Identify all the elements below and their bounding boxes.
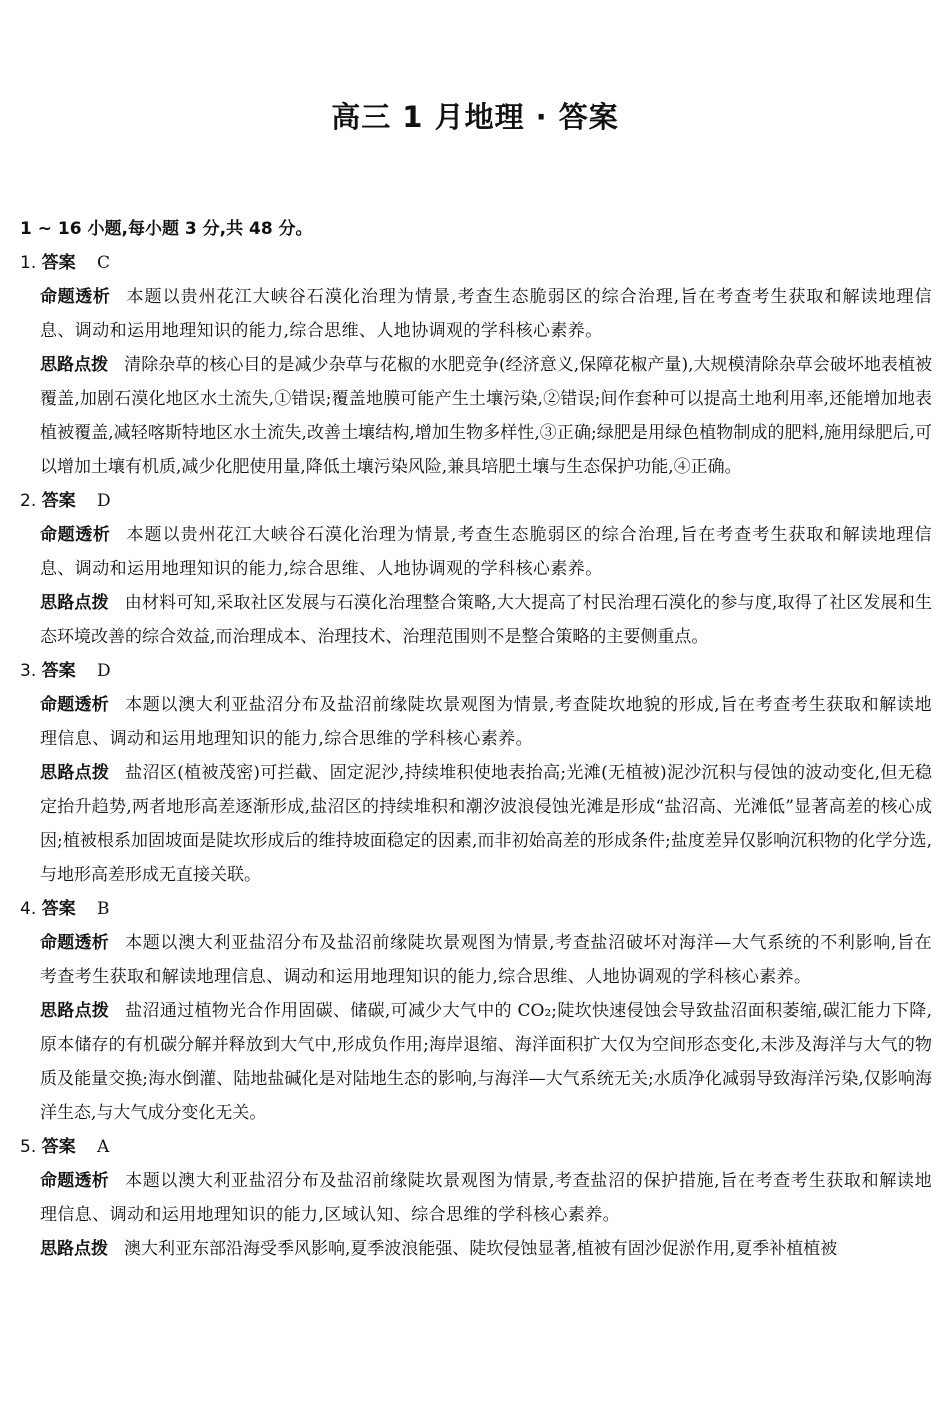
analysis-label: 命题透析 — [40, 695, 110, 715]
analysis-paragraph — [40, 518, 932, 586]
section-intro: 1 ~ 16 小题,每小题 3 分,共 48 分。 — [20, 219, 313, 239]
analysis-paragraph — [40, 280, 932, 348]
analysis-label: 命题透析 — [40, 525, 111, 545]
answer-label: 答案 — [41, 899, 76, 919]
question-3 — [20, 654, 932, 892]
explanation-text: 澳大利亚东部沿海受季风影响,夏季波浪能强、陡坎侵蚀显著,植被有固沙促淤作用,夏季补植植被 — [124, 1239, 838, 1259]
question-header — [20, 1130, 932, 1164]
explanation-text: 清除杂草的核心目的是减少杂草与花椒的水肥竞争(经济意义,保障花椒产量),大规模清除杂草会破坏地表植被覆盖,加剧石漠化地区水土流失,①错误;覆盖地膜可能产生土壤污染,②错误;间作套种可以提高土地利用率,还能增加地表植被覆盖,减轻喀斯特地区水土流失,改善土壤结构,增加生物多样性,③正确;绿肥是用绿色植物制成的肥料,施用绿肥后,可以增加土壤有机质,减少化肥使用量,降低土壤污染风险,兼具培肥土壤与生态保护功能,④正确。 — [40, 355, 933, 477]
explanation-label: 思路点拨 — [40, 1239, 108, 1259]
answer-value: A — [97, 1137, 110, 1157]
question-1 — [20, 246, 932, 484]
explanation-label: 思路点拨 — [40, 1001, 110, 1021]
analysis-paragraph — [40, 926, 932, 994]
explanation-text: 盐沼区(植被茂密)可拦截、固定泥沙,持续堆积使地表抬高;光滩(无植被)泥沙沉积与侵蚀的波动变化,但无稳定抬升趋势,两者地形高差逐渐形成,盐沼区的持续堆积和潮汐波浪侵蚀光滩是形成“盐沼高、光滩低”显著高差的核心成因;植被根系加固坡面是陡坎形成后的维持坡面稳定的因素,而非初始高差的形成条件;盐度差异仅影响沉积物的化学分选,与地形高差形成无直接关联。 — [40, 763, 933, 885]
analysis-text: 本题以澳大利亚盐沼分布及盐沼前缘陡坎景观图为情景,考查盐沼破坏对海洋—大气系统的不利影响,旨在考查考生获取和解读地理信息、调动和运用地理知识的能力,综合思维、人地协调观的学科核心素养。 — [40, 933, 933, 987]
analysis-label: 命题透析 — [40, 933, 110, 953]
page-title: 高三 1 月地理 · 答案 — [331, 100, 619, 134]
question-2 — [20, 484, 932, 654]
answer-value: C — [97, 253, 111, 273]
explanation-paragraph — [40, 1232, 932, 1266]
explanation-text: 由材料可知,采取社区发展与石漠化治理整合策略,大大提高了村民治理石漠化的参与度,取得了社区发展和生态环境改善的综合效益,而治理成本、治理技术、治理范围则不是整合策略的主要侧重点。 — [40, 593, 933, 647]
analysis-text: 本题以贵州花江大峡谷石漠化治理为情景,考查生态脆弱区的综合治理,旨在考查考生获取和解读地理信息、调动和运用地理知识的能力,综合思维、人地协调观的学科核心素养。 — [40, 525, 932, 579]
explanation-label: 思路点拨 — [40, 593, 109, 613]
answer-content — [20, 212, 932, 1266]
explanation-paragraph — [40, 586, 932, 654]
question-number: 4. — [20, 899, 37, 919]
explanation-paragraph — [40, 348, 932, 484]
answer-value: D — [97, 491, 111, 511]
question-number: 3. — [20, 661, 37, 681]
question-header — [20, 892, 932, 926]
question-header — [20, 484, 932, 518]
answer-value: D — [97, 661, 111, 681]
analysis-label: 命题透析 — [40, 287, 111, 307]
question-5 — [20, 1130, 932, 1266]
explanation-paragraph — [40, 994, 932, 1130]
answer-label: 答案 — [41, 253, 76, 273]
answer-label: 答案 — [41, 661, 76, 681]
question-header — [20, 246, 932, 280]
answer-label: 答案 — [41, 1137, 76, 1157]
analysis-text: 本题以贵州花江大峡谷石漠化治理为情景,考查生态脆弱区的综合治理,旨在考查考生获取和解读地理信息、调动和运用地理知识的能力,综合思维、人地协调观的学科核心素养。 — [40, 287, 932, 341]
analysis-paragraph — [40, 1164, 932, 1232]
explanation-text: 盐沼通过植物光合作用固碳、储碳,可减少大气中的 CO₂;陡坎快速侵蚀会导致盐沼面积萎缩,碳汇能力下降,原本储存的有机碳分解并释放到大气中,形成负作用;海岸退缩、海洋面积扩大仅为空间形态变化,未涉及海洋与大气的物质及能量交换;海水倒灌、陆地盐碱化是对陆地生态的影响,与海洋—大气系统无关;水质净化减弱导致海洋污染,仅影响海洋生态,与大气成分变化无关。 — [40, 1001, 932, 1123]
question-header — [20, 654, 932, 688]
answer-label: 答案 — [41, 491, 76, 511]
question-number: 2. — [20, 491, 37, 511]
question-number: 5. — [20, 1137, 37, 1157]
question-number: 1. — [20, 253, 37, 273]
answer-value: B — [97, 899, 110, 919]
explanation-label: 思路点拨 — [40, 763, 110, 783]
explanation-paragraph — [40, 756, 932, 892]
analysis-text: 本题以澳大利亚盐沼分布及盐沼前缘陡坎景观图为情景,考查陡坎地貌的形成,旨在考查考生获取和解读地理信息、调动和运用地理知识的能力,综合思维的学科核心素养。 — [40, 695, 933, 749]
explanation-label: 思路点拨 — [40, 355, 109, 375]
analysis-text: 本题以澳大利亚盐沼分布及盐沼前缘陡坎景观图为情景,考查盐沼的保护措施,旨在考查考生获取和解读地理信息、调动和运用地理知识的能力,区域认知、综合思维的学科核心素养。 — [40, 1171, 933, 1225]
analysis-paragraph — [40, 688, 932, 756]
question-4 — [20, 892, 932, 1130]
analysis-label: 命题透析 — [40, 1171, 110, 1191]
